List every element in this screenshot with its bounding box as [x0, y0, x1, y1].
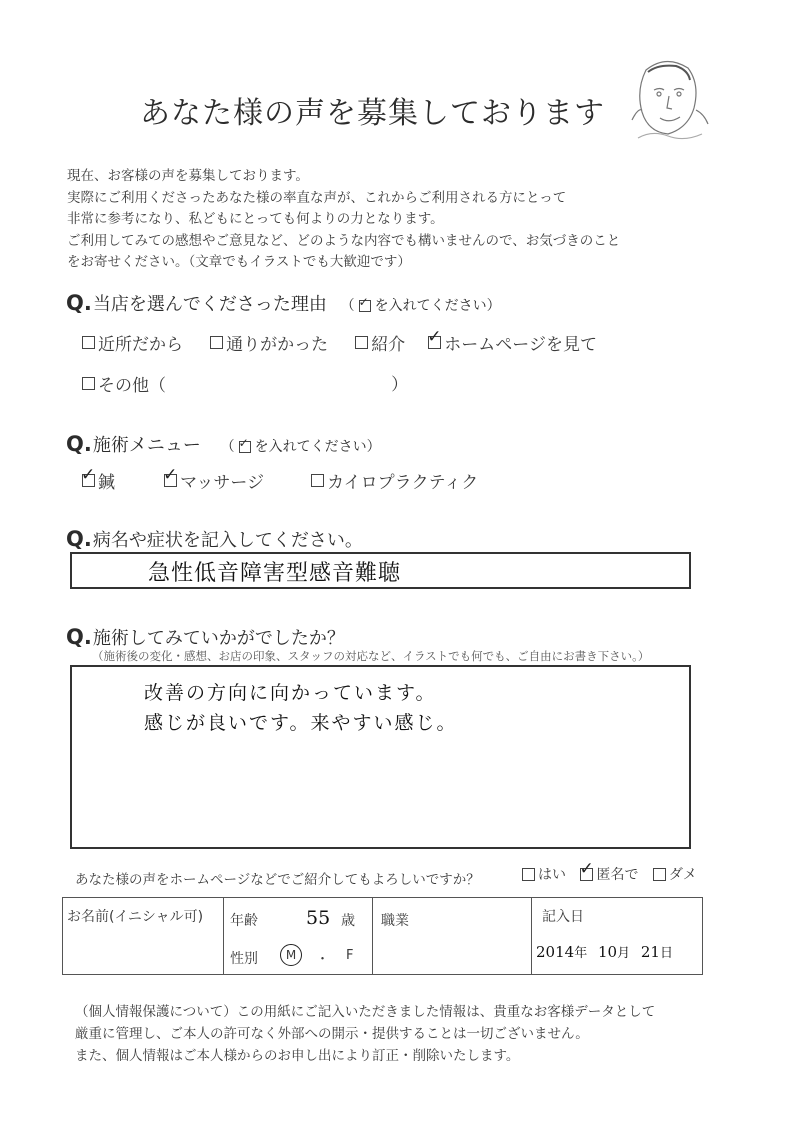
- job-cell[interactable]: [373, 898, 532, 975]
- q4-answer-line: 改善の方向に向かっています。: [144, 682, 437, 704]
- date-value: 2014年 10月 21日: [536, 943, 673, 961]
- checkbox-checked-icon[interactable]: [164, 474, 177, 487]
- q4-heading: [66, 624, 345, 650]
- intro-line: 現在、お客様の声を募集しております。: [67, 168, 309, 184]
- q1-options: [82, 330, 597, 355]
- date-cell[interactable]: [532, 898, 703, 975]
- q3-answer-box[interactable]: [70, 552, 691, 589]
- date-label: 記入日: [542, 909, 584, 925]
- age-unit: 歳: [341, 913, 355, 929]
- q1-other-close: ）: [391, 375, 409, 395]
- gender-separator: ・: [316, 952, 330, 967]
- privacy-line: （個人情報保護について）この用紙にご記入いただきました情報は、貴重なお客様データとして: [75, 1004, 656, 1020]
- q1-option-nearby[interactable]: 近所だから: [82, 330, 183, 355]
- intro-line: ご利用してみての感想やご意見など、どのような内容でも構いませんので、お気づきのこと: [67, 232, 621, 249]
- q1-label: Q.: [66, 291, 92, 315]
- q1-option-referral[interactable]: 紹介: [355, 330, 405, 355]
- gender-label: 性別: [230, 951, 258, 967]
- check-sample-icon: [239, 441, 251, 453]
- date-year: 2014: [536, 943, 575, 961]
- q2-heading: [66, 431, 381, 457]
- info-table: [62, 897, 703, 975]
- privacy-notice: [75, 1001, 755, 1067]
- q4-label: Q.: [66, 625, 92, 649]
- q1-note: （✓ を入れてください）: [341, 298, 501, 314]
- q1-option-passing[interactable]: 通りがかった: [210, 330, 328, 355]
- checkbox-icon[interactable]: [82, 336, 95, 349]
- q1-question: 当店を選んでくださった理由: [92, 294, 327, 315]
- q2-note: （✓ を入れてください）: [221, 439, 381, 455]
- publish-options: [522, 864, 697, 885]
- q1-option-homepage[interactable]: ✓ ホームページを見て: [428, 330, 597, 355]
- q4-answer-box[interactable]: [70, 665, 691, 849]
- gender-f[interactable]: F: [346, 948, 354, 963]
- publish-option-anonymous[interactable]: ✓ 匿名で: [580, 864, 638, 884]
- date-month: 10: [597, 943, 618, 961]
- q1-other-label: その他（: [98, 376, 166, 396]
- checkbox-icon[interactable]: [311, 474, 324, 487]
- q2-option-chiropractic[interactable]: カイロプラクティク: [311, 468, 478, 493]
- intro-line: 非常に参考になり、私どもにとっても何よりの力となります。: [67, 211, 444, 227]
- checkbox-icon[interactable]: [522, 868, 535, 881]
- publish-option-yes[interactable]: はい: [522, 864, 566, 884]
- q3-question: 病名や症状を記入してください。: [92, 530, 363, 551]
- checkbox-icon[interactable]: [355, 336, 368, 349]
- checkbox-icon[interactable]: [210, 336, 223, 349]
- q4-question: 施術してみていかがでしたか？: [92, 628, 345, 649]
- q1-other[interactable]: [82, 370, 408, 396]
- publish-option-no[interactable]: ダメ: [653, 864, 697, 884]
- q2-label: Q.: [66, 432, 92, 456]
- checkbox-icon[interactable]: [82, 377, 95, 390]
- checkbox-icon[interactable]: [653, 868, 666, 881]
- name-label: お名前(イニシャル可): [67, 909, 204, 925]
- q2-options: [82, 468, 478, 493]
- intro-line: をお寄せください。（文章でもイラストでも大歓迎です）: [67, 254, 411, 270]
- q2-option-massage[interactable]: ✓ マッサージ: [164, 468, 264, 493]
- q3-answer: 急性低音障害型感音難聴: [148, 561, 402, 586]
- age-label: 年齢: [230, 913, 258, 929]
- checkbox-checked-icon[interactable]: [428, 336, 441, 349]
- q1-heading: [66, 290, 501, 316]
- q3-heading: [66, 526, 363, 552]
- page-title: あなた様の声を募集しております: [140, 96, 605, 131]
- q4-answer-line: 感じが良いです。来やすい感じ。: [144, 712, 458, 734]
- gender-m[interactable]: M: [280, 944, 302, 966]
- checkbox-checked-icon[interactable]: [580, 868, 593, 881]
- intro-text: [67, 166, 727, 274]
- q4-note: （施術後の変化・感想、お店の印象、スタッフの対応など、イラストでも何でも、ご自由にお書き下さい。）: [92, 649, 650, 663]
- publish-question: あなた様の声をホームページなどでご紹介してもよろしいですか？: [75, 872, 480, 888]
- portrait-illustration: [618, 50, 714, 146]
- privacy-line: また、個人情報はご本人様からのお申し出により訂正・削除いたします。: [75, 1048, 520, 1064]
- check-sample-icon: [359, 300, 371, 312]
- q2-option-acupuncture[interactable]: ✓ 鍼: [82, 468, 115, 493]
- date-day: 21: [640, 943, 660, 961]
- q2-question: 施術メニュー: [92, 435, 201, 456]
- age-gender-cell[interactable]: [224, 898, 373, 975]
- privacy-line: 厳重に管理し、ご本人の許可なく外部への開示・提供することは一切ございません。: [75, 1026, 589, 1042]
- checkbox-checked-icon[interactable]: [82, 474, 95, 487]
- intro-line: 実際にご利用くださったあなた様の率直な声が、これからご利用される方にとって: [67, 189, 567, 206]
- name-cell[interactable]: [63, 898, 224, 975]
- job-label: 職業: [381, 913, 409, 929]
- age-value: 55: [306, 907, 331, 929]
- q3-label: Q.: [66, 527, 92, 551]
